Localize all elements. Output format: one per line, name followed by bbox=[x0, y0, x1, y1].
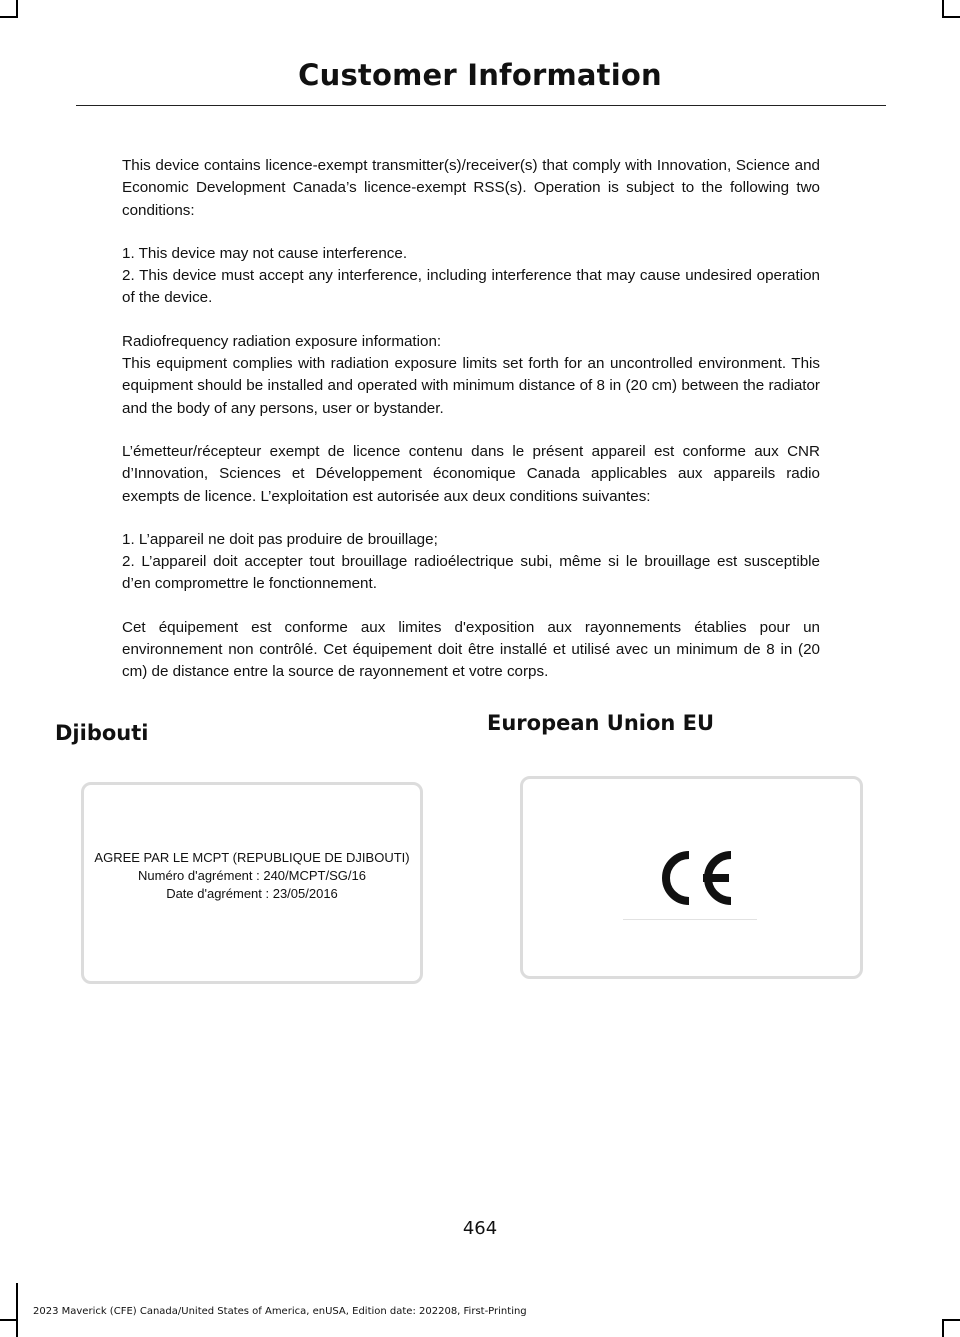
edition-footer: 2023 Maverick (CFE) Canada/United States of America, enUSA, Edition date: 202208, First-Printing bbox=[33, 1306, 527, 1317]
crop-mark bbox=[16, 1283, 18, 1337]
header-rule bbox=[76, 105, 886, 106]
ce-underline bbox=[623, 919, 757, 920]
paragraph bbox=[122, 243, 820, 310]
list-item: 1. This device may not cause interference. bbox=[122, 244, 408, 262]
list-item: 2. L’appareil doit accepter tout brouillage radioélectrique subi, même si le brouillage est susceptible d’en compromettre le fonctionnement. bbox=[122, 553, 820, 593]
list-item: 2. This device must accept any interference, including interference that may cause undesired operation of the device. bbox=[122, 267, 820, 307]
djibouti-label-text bbox=[84, 849, 420, 903]
label-line: AGREE PAR LE MCPT (REPUBLIQUE DE DJIBOUTI) bbox=[94, 850, 410, 865]
crop-mark bbox=[0, 16, 18, 18]
paragraph: This device contains licence-exempt transmitter(s)/receiver(s) that comply with Innovation, Science and Economic Development Canada’s licence-exempt RSS(s). Operation is subject to the following two conditions: bbox=[122, 157, 820, 219]
crop-mark bbox=[942, 1319, 960, 1321]
eu-heading: European Union EU bbox=[487, 711, 715, 735]
ce-mark-icon bbox=[653, 849, 735, 907]
djibouti-heading: Djibouti bbox=[55, 721, 149, 745]
paragraph: L’émetteur/récepteur exempt de licence contenu dans le présent appareil est conforme aux CNR d’Innovation, Sciences et Développement économique Canada applicables aux appareils radio exempts de licence. L’exploitation est autorisée aux deux conditions suivantes: bbox=[122, 442, 820, 505]
eu-ce-label bbox=[520, 776, 863, 979]
djibouti-approval-label bbox=[81, 782, 423, 984]
label-line: Numéro d'agrément : 240/MCPT/SG/16 bbox=[138, 868, 366, 883]
paragraph bbox=[122, 529, 820, 596]
body-text bbox=[122, 155, 820, 684]
crop-mark bbox=[942, 16, 960, 18]
paragraph-text: This equipment complies with radiation exposure limits set forth for an uncontrolled environment. This equipment should be installed and operated with minimum distance of 8 in (20 cm) between the radiator and the body of any persons, user or bystander. bbox=[122, 355, 820, 417]
label-line: Date d'agrément : 23/05/2016 bbox=[166, 886, 338, 901]
page-number: 464 bbox=[462, 1218, 498, 1239]
paragraph-title: Radiofrequency radiation exposure information: bbox=[122, 332, 442, 350]
list-item: 1. L’appareil ne doit pas produire de brouillage; bbox=[122, 530, 438, 548]
page-title: Customer Information bbox=[298, 58, 662, 92]
paragraph bbox=[122, 331, 820, 420]
crop-mark bbox=[942, 1319, 944, 1337]
crop-mark bbox=[0, 1319, 18, 1321]
paragraph: Cet équipement est conforme aux limites d'exposition aux rayonnements établies pour un environnement non contrôlé. Cet équipement doit être installé et utilisé avec un minimum de 8 in (20 cm) de distance entre la source de rayonnement et votre corps. bbox=[122, 618, 820, 681]
